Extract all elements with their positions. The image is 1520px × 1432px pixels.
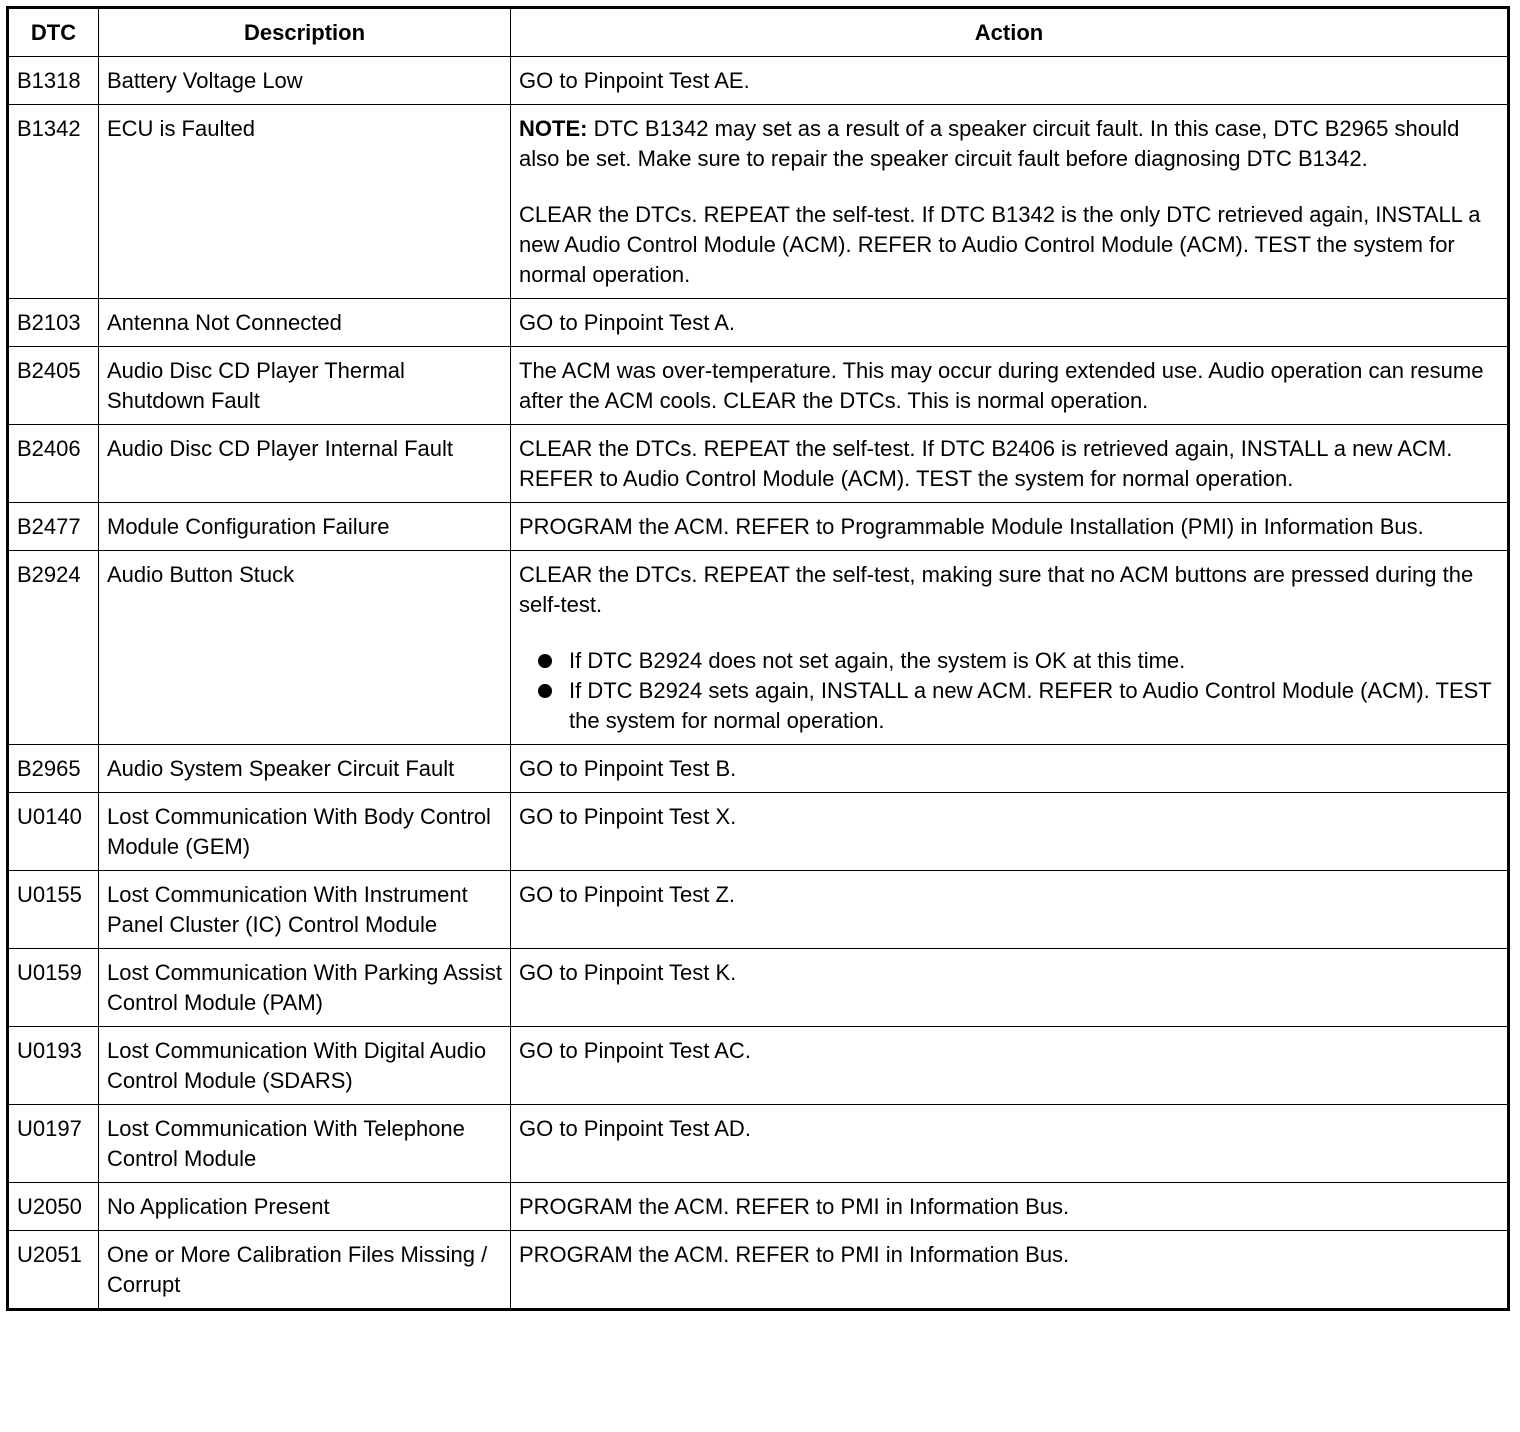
- action-cell: [511, 347, 1509, 425]
- action-cell: [511, 949, 1509, 1027]
- action-text: GO to Pinpoint Test AE.: [519, 68, 750, 93]
- action-paragraph: [519, 434, 1499, 494]
- action-cell: [511, 551, 1509, 745]
- description-cell: ECU is Faulted: [99, 105, 511, 299]
- action-text: CLEAR the DTCs. REPEAT the self-test. If DTC B1342 is the only DTC retrieved again, INSTALL a new Audio Control Module (ACM). REFER to Audio Control Module (ACM). TEST the system for normal operation.: [519, 202, 1481, 287]
- action-paragraph: [519, 512, 1499, 542]
- bullet-dot-icon: [538, 654, 552, 668]
- table-row: [8, 871, 1509, 949]
- action-text: GO to Pinpoint Test AD.: [519, 1116, 751, 1141]
- action-cell: [511, 1183, 1509, 1231]
- table-row: [8, 1183, 1509, 1231]
- description-cell: No Application Present: [99, 1183, 511, 1231]
- action-paragraph: [519, 356, 1499, 416]
- dtc-code-cell: U0197: [8, 1105, 99, 1183]
- table-row: [8, 745, 1509, 793]
- action-paragraph: [519, 308, 1499, 338]
- action-text: GO to Pinpoint Test AC.: [519, 1038, 751, 1063]
- table-row: [8, 425, 1509, 503]
- dtc-code-cell: B2103: [8, 299, 99, 347]
- header-dtc: DTC: [8, 8, 99, 57]
- table-row: [8, 347, 1509, 425]
- action-paragraph: [519, 754, 1499, 784]
- table-row: [8, 551, 1509, 745]
- action-bullet-item: [519, 646, 1499, 676]
- description-cell: Lost Communication With Parking Assist Control Module (PAM): [99, 949, 511, 1027]
- action-paragraph: [519, 802, 1499, 832]
- table-row: [8, 503, 1509, 551]
- dtc-code-cell: B2965: [8, 745, 99, 793]
- header-action: Action: [511, 8, 1509, 57]
- action-cell: [511, 105, 1509, 299]
- bullet-text: If DTC B2924 does not set again, the system is OK at this time.: [569, 648, 1186, 673]
- dtc-code-cell: B1342: [8, 105, 99, 299]
- description-cell: Lost Communication With Body Control Module (GEM): [99, 793, 511, 871]
- action-bullet-item: [519, 676, 1499, 736]
- action-cell: [511, 299, 1509, 347]
- note-label: NOTE:: [519, 116, 588, 141]
- dtc-code-cell: U0193: [8, 1027, 99, 1105]
- table-row: [8, 949, 1509, 1027]
- action-paragraph: [519, 1240, 1499, 1270]
- action-text: GO to Pinpoint Test A.: [519, 310, 736, 335]
- action-cell: [511, 745, 1509, 793]
- action-cell: [511, 793, 1509, 871]
- action-text: PROGRAM the ACM. REFER to PMI in Information Bus.: [519, 1194, 1070, 1219]
- dtc-code-cell: B2924: [8, 551, 99, 745]
- action-paragraph: [519, 66, 1499, 96]
- description-cell: Module Configuration Failure: [99, 503, 511, 551]
- description-cell: One or More Calibration Files Missing / Corrupt: [99, 1231, 511, 1310]
- action-cell: [511, 1105, 1509, 1183]
- bullet-text: If DTC B2924 sets again, INSTALL a new ACM. REFER to Audio Control Module (ACM). TEST the system for normal operation.: [569, 678, 1492, 733]
- action-text: GO to Pinpoint Test X.: [519, 804, 737, 829]
- table-body: [8, 57, 1509, 1310]
- action-cell: [511, 871, 1509, 949]
- table-row: [8, 105, 1509, 299]
- action-bullet-list: [519, 646, 1499, 736]
- action-paragraph: [519, 200, 1499, 290]
- dtc-code-cell: B2477: [8, 503, 99, 551]
- action-cell: [511, 503, 1509, 551]
- dtc-code-cell: U2050: [8, 1183, 99, 1231]
- dtc-code-cell: B2405: [8, 347, 99, 425]
- description-cell: Audio Disc CD Player Internal Fault: [99, 425, 511, 503]
- dtc-code-cell: B2406: [8, 425, 99, 503]
- action-text: GO to Pinpoint Test K.: [519, 960, 737, 985]
- dtc-code-cell: B1318: [8, 57, 99, 105]
- action-text: DTC B1342 may set as a result of a speaker circuit fault. In this case, DTC B2965 should also be set. Make sure to repair the speaker circuit fault before diagnosing DTC B1342.: [519, 116, 1460, 171]
- description-cell: Antenna Not Connected: [99, 299, 511, 347]
- action-paragraph: [519, 1114, 1499, 1144]
- table-row: [8, 1105, 1509, 1183]
- table-row: [8, 299, 1509, 347]
- action-text: CLEAR the DTCs. REPEAT the self-test. If DTC B2406 is retrieved again, INSTALL a new ACM. REFER to Audio Control Module (ACM). TEST the system for normal operation.: [519, 436, 1453, 491]
- dtc-code-cell: U0140: [8, 793, 99, 871]
- table-header: [8, 8, 1509, 57]
- table-row: [8, 57, 1509, 105]
- action-paragraph: [519, 880, 1499, 910]
- action-paragraph: [519, 560, 1499, 620]
- action-paragraph: [519, 1036, 1499, 1066]
- dtc-code-cell: U0159: [8, 949, 99, 1027]
- dtc-code-cell: U0155: [8, 871, 99, 949]
- table-row: [8, 1231, 1509, 1310]
- action-text: The ACM was over-temperature. This may occur during extended use. Audio operation can resume after the ACM cools. CLEAR the DTCs. This is normal operation.: [519, 358, 1484, 413]
- action-cell: [511, 1027, 1509, 1105]
- action-paragraph: [519, 1192, 1499, 1222]
- dtc-table: [6, 6, 1510, 1311]
- action-cell: [511, 1231, 1509, 1310]
- action-paragraph: [519, 958, 1499, 988]
- action-text: GO to Pinpoint Test B.: [519, 756, 737, 781]
- action-cell: [511, 425, 1509, 503]
- header-row: [8, 8, 1509, 57]
- description-cell: Audio Disc CD Player Thermal Shutdown Fault: [99, 347, 511, 425]
- description-cell: Lost Communication With Instrument Panel Cluster (IC) Control Module: [99, 871, 511, 949]
- table-row: [8, 1027, 1509, 1105]
- description-cell: Audio Button Stuck: [99, 551, 511, 745]
- action-text: GO to Pinpoint Test Z.: [519, 882, 736, 907]
- description-cell: Battery Voltage Low: [99, 57, 511, 105]
- action-cell: [511, 57, 1509, 105]
- dtc-code-cell: U2051: [8, 1231, 99, 1310]
- table-row: [8, 793, 1509, 871]
- bullet-dot-icon: [538, 684, 552, 698]
- action-text: PROGRAM the ACM. REFER to Programmable Module Installation (PMI) in Information Bus.: [519, 514, 1424, 539]
- action-text: CLEAR the DTCs. REPEAT the self-test, making sure that no ACM buttons are pressed during the self-test.: [519, 562, 1474, 617]
- description-cell: Lost Communication With Digital Audio Control Module (SDARS): [99, 1027, 511, 1105]
- description-cell: Audio System Speaker Circuit Fault: [99, 745, 511, 793]
- description-cell: Lost Communication With Telephone Control Module: [99, 1105, 511, 1183]
- header-description: Description: [99, 8, 511, 57]
- action-text: PROGRAM the ACM. REFER to PMI in Information Bus.: [519, 1242, 1070, 1267]
- action-paragraph: [519, 114, 1499, 174]
